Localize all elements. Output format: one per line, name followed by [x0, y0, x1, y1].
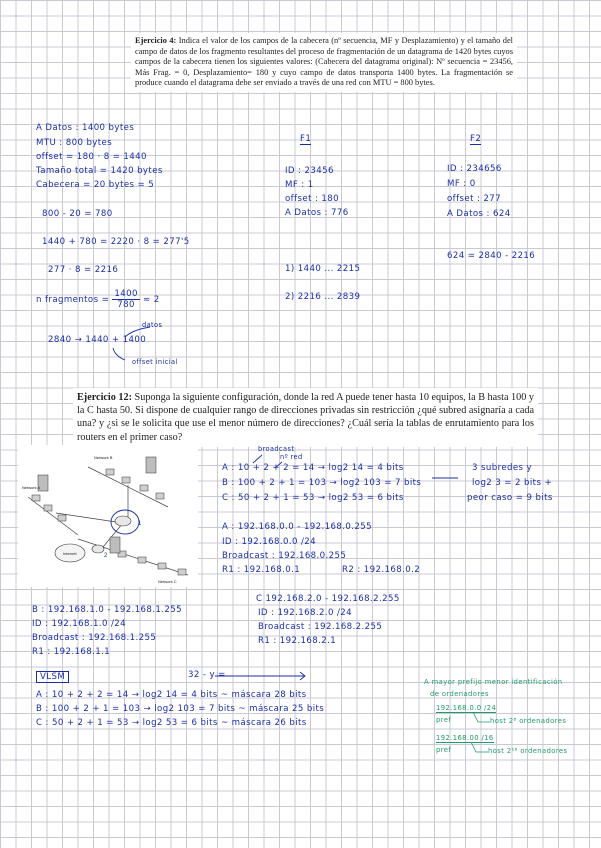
note-suma: 1440 + 780 = 2220 · 8 = 277'5 [42, 237, 190, 247]
router-1-icon [115, 516, 131, 526]
a-r1: R1 : 192.168.0.1 [222, 565, 301, 575]
tag-red: nº red [280, 453, 303, 461]
f2-offset: offset : 277 [447, 194, 502, 204]
nfrag-numerator: 1400 [114, 289, 138, 299]
exercise-12-statement [73, 388, 538, 447]
green-note-line-1: A mayor prefijo menor identificación [424, 678, 563, 686]
note-cabecera: Cabecera = 20 bytes = 5 [36, 180, 155, 190]
a-range: A : 192.168.0.0 - 192.168.0.255 [222, 522, 373, 532]
calc-b: B : 100 + 2 + 1 = 103 → log2 103 = 7 bits [222, 478, 422, 488]
vlsm-c: C : 50 + 2 + 1 = 53 → log2 53 = 6 bits ~ máscara 26 bits [36, 718, 307, 728]
f1-datos: A Datos : 776 [285, 208, 349, 218]
f2-mf: MF : 0 [447, 179, 476, 189]
note-subredes: 3 subredes y [472, 463, 533, 473]
a-broadcast: Broadcast : 192.168.0.255 [222, 551, 347, 561]
vlsm-top: 32 - y = [188, 670, 226, 680]
vlsm-heading: VLSM [36, 671, 69, 683]
b-r1: R1 : 192.168.1.1 [32, 647, 111, 657]
f1-title: F1 [300, 134, 312, 144]
nfrag-label: n fragmentos = [36, 295, 110, 305]
note-log-subredes: log2 3 = 2 bits + [472, 478, 553, 488]
green-note-line-2: de ordenadores [430, 690, 489, 698]
tag-broadcast: broadcast [258, 445, 295, 453]
tag-datos: datos [142, 321, 163, 329]
f2-datos: A Datos : 624 [447, 209, 511, 219]
note-offset-datos: 2840 → 1440 + 1400 [48, 335, 147, 345]
note-mtu: MTU : 800 bytes [36, 138, 113, 148]
range-2: 2) 2216 ... 2839 [285, 292, 361, 302]
note-total: Tamaño total = 1420 bytes [36, 166, 163, 176]
label-router-2: 2 [104, 553, 108, 559]
nfrag-result: ≈ 2 [142, 295, 160, 305]
note-datos: A Datos : 1400 bytes [36, 123, 135, 133]
f2-calc: 624 = 2840 - 2216 [447, 251, 536, 261]
exercise-4-title: Ejercicio 4: [135, 36, 177, 45]
c-r1: R1 : 192.168.2.1 [258, 636, 337, 646]
note-resta: 800 - 20 = 780 [42, 209, 113, 219]
a-r2: R2 : 192.168.0.2 [342, 565, 421, 575]
calc-a: A : 10 + 2 + 2 = 14 → log2 14 = 4 bits [222, 463, 404, 473]
range-1: 1) 1440 ... 2215 [285, 264, 361, 274]
c-id: ID : 192.168.2.0 /24 [258, 608, 353, 618]
b-id: ID : 192.168.1.0 /24 [32, 619, 127, 629]
green-bracket-2 [471, 742, 488, 752]
c-broadcast: Broadcast : 192.168.2.255 [258, 622, 383, 632]
f2-title: F2 [470, 134, 482, 144]
green-example-2 [436, 733, 494, 743]
note-nfrag [36, 289, 160, 310]
exercise-12-title: Ejercicio 12: [77, 392, 132, 403]
b-broadcast: Broadcast : 192.168.1.255 [32, 633, 157, 643]
f2-id: ID : 234656 [447, 164, 502, 174]
nfrag-fraction [112, 289, 139, 310]
b-range: B : 192.168.1.0 - 192.168.1.255 [32, 605, 183, 615]
note-offset: offset = 180 · 8 = 1440 [36, 152, 147, 162]
arrow-vlsm-top [215, 672, 305, 680]
f1-mf: MF : 1 [285, 180, 314, 190]
vlsm-b: B : 100 + 2 + 1 = 103 → log2 103 = 7 bits ~ máscara 25 bits [36, 704, 325, 714]
f1-offset: offset : 180 [285, 194, 340, 204]
green-example-1-address: 192.168.0.0 /24 [436, 704, 497, 712]
label-network-b: Network B [94, 455, 113, 460]
c-range: C 192.168.2.0 - 192.168.2.255 [256, 594, 400, 604]
network-diagram-lines [28, 467, 188, 575]
a-id: ID : 192.168.0.0 /24 [222, 537, 317, 547]
green-example-1-pref: pref [436, 716, 452, 724]
green-bracket-1 [473, 712, 490, 722]
tag-offset-inicial: offset inicial [132, 358, 178, 366]
vlsm-a: A : 10 + 2 + 2 = 14 → log2 14 = 4 bits ~ máscara 28 bits [36, 690, 307, 700]
exercise-4-body: Indica el valor de los campos de la cabecera (nº secuencia, MF y Desplazamiento) y el tamaño del campo de datos de los fragmento resultantes del proceso de fragmentación de un datagrama de 1420 bytes cuyos campos de la cabecera tienen los siguientes valores: (Cabecera del datagrama original): Nº secuencia = 23456, Más Frag. = 0, Desplazamiento= 180 y cuyo campo de datos transporta 1400 bytes. La fragmentación se produce cuando el datagrama debe ser enviado a través de una red con MTU = 800 bytes. [135, 36, 513, 88]
label-internet: Internet [63, 551, 77, 556]
green-example-2-pref: pref [436, 746, 452, 754]
router-2-icon [92, 545, 104, 553]
computer-icons [32, 469, 186, 575]
network-diagram [18, 445, 198, 587]
green-example-1-host: host 2⁸ ordenadores [490, 717, 567, 725]
label-network-c: Network C [158, 579, 177, 584]
label-network-a: Network A [22, 485, 41, 490]
calc-c: C : 50 + 2 + 1 = 53 → log2 53 = 6 bits [222, 493, 404, 503]
note-peor-caso: peor caso = 9 bits [467, 493, 553, 503]
f1-id: ID : 23456 [285, 166, 334, 176]
note-mult: 277 · 8 = 2216 [48, 265, 119, 275]
green-example-1 [436, 703, 496, 713]
label-router-1: 1 [138, 521, 142, 527]
green-example-2-host: host 2¹⁶ ordenadores [488, 747, 568, 755]
exercise-12-body: Suponga la siguiente configuración, donde la red A puede tener hasta 10 equipos, la B hasta 100 y la C hasta 50. Si dispone de cualquier rango de direcciones privadas sin restricción ¿qué subred asignaría a cada una? y ¿si se le solicita que use el menor número de direcciones? ¿Cuál sería la tablas de enrutamiento para los routers en el primer caso? [77, 392, 534, 443]
green-example-2-address: 192.168.00 /16 [436, 734, 494, 742]
arrow-offset-inicial [113, 348, 125, 360]
exercise-4-statement [131, 33, 517, 92]
nfrag-denominator: 780 [117, 300, 135, 310]
